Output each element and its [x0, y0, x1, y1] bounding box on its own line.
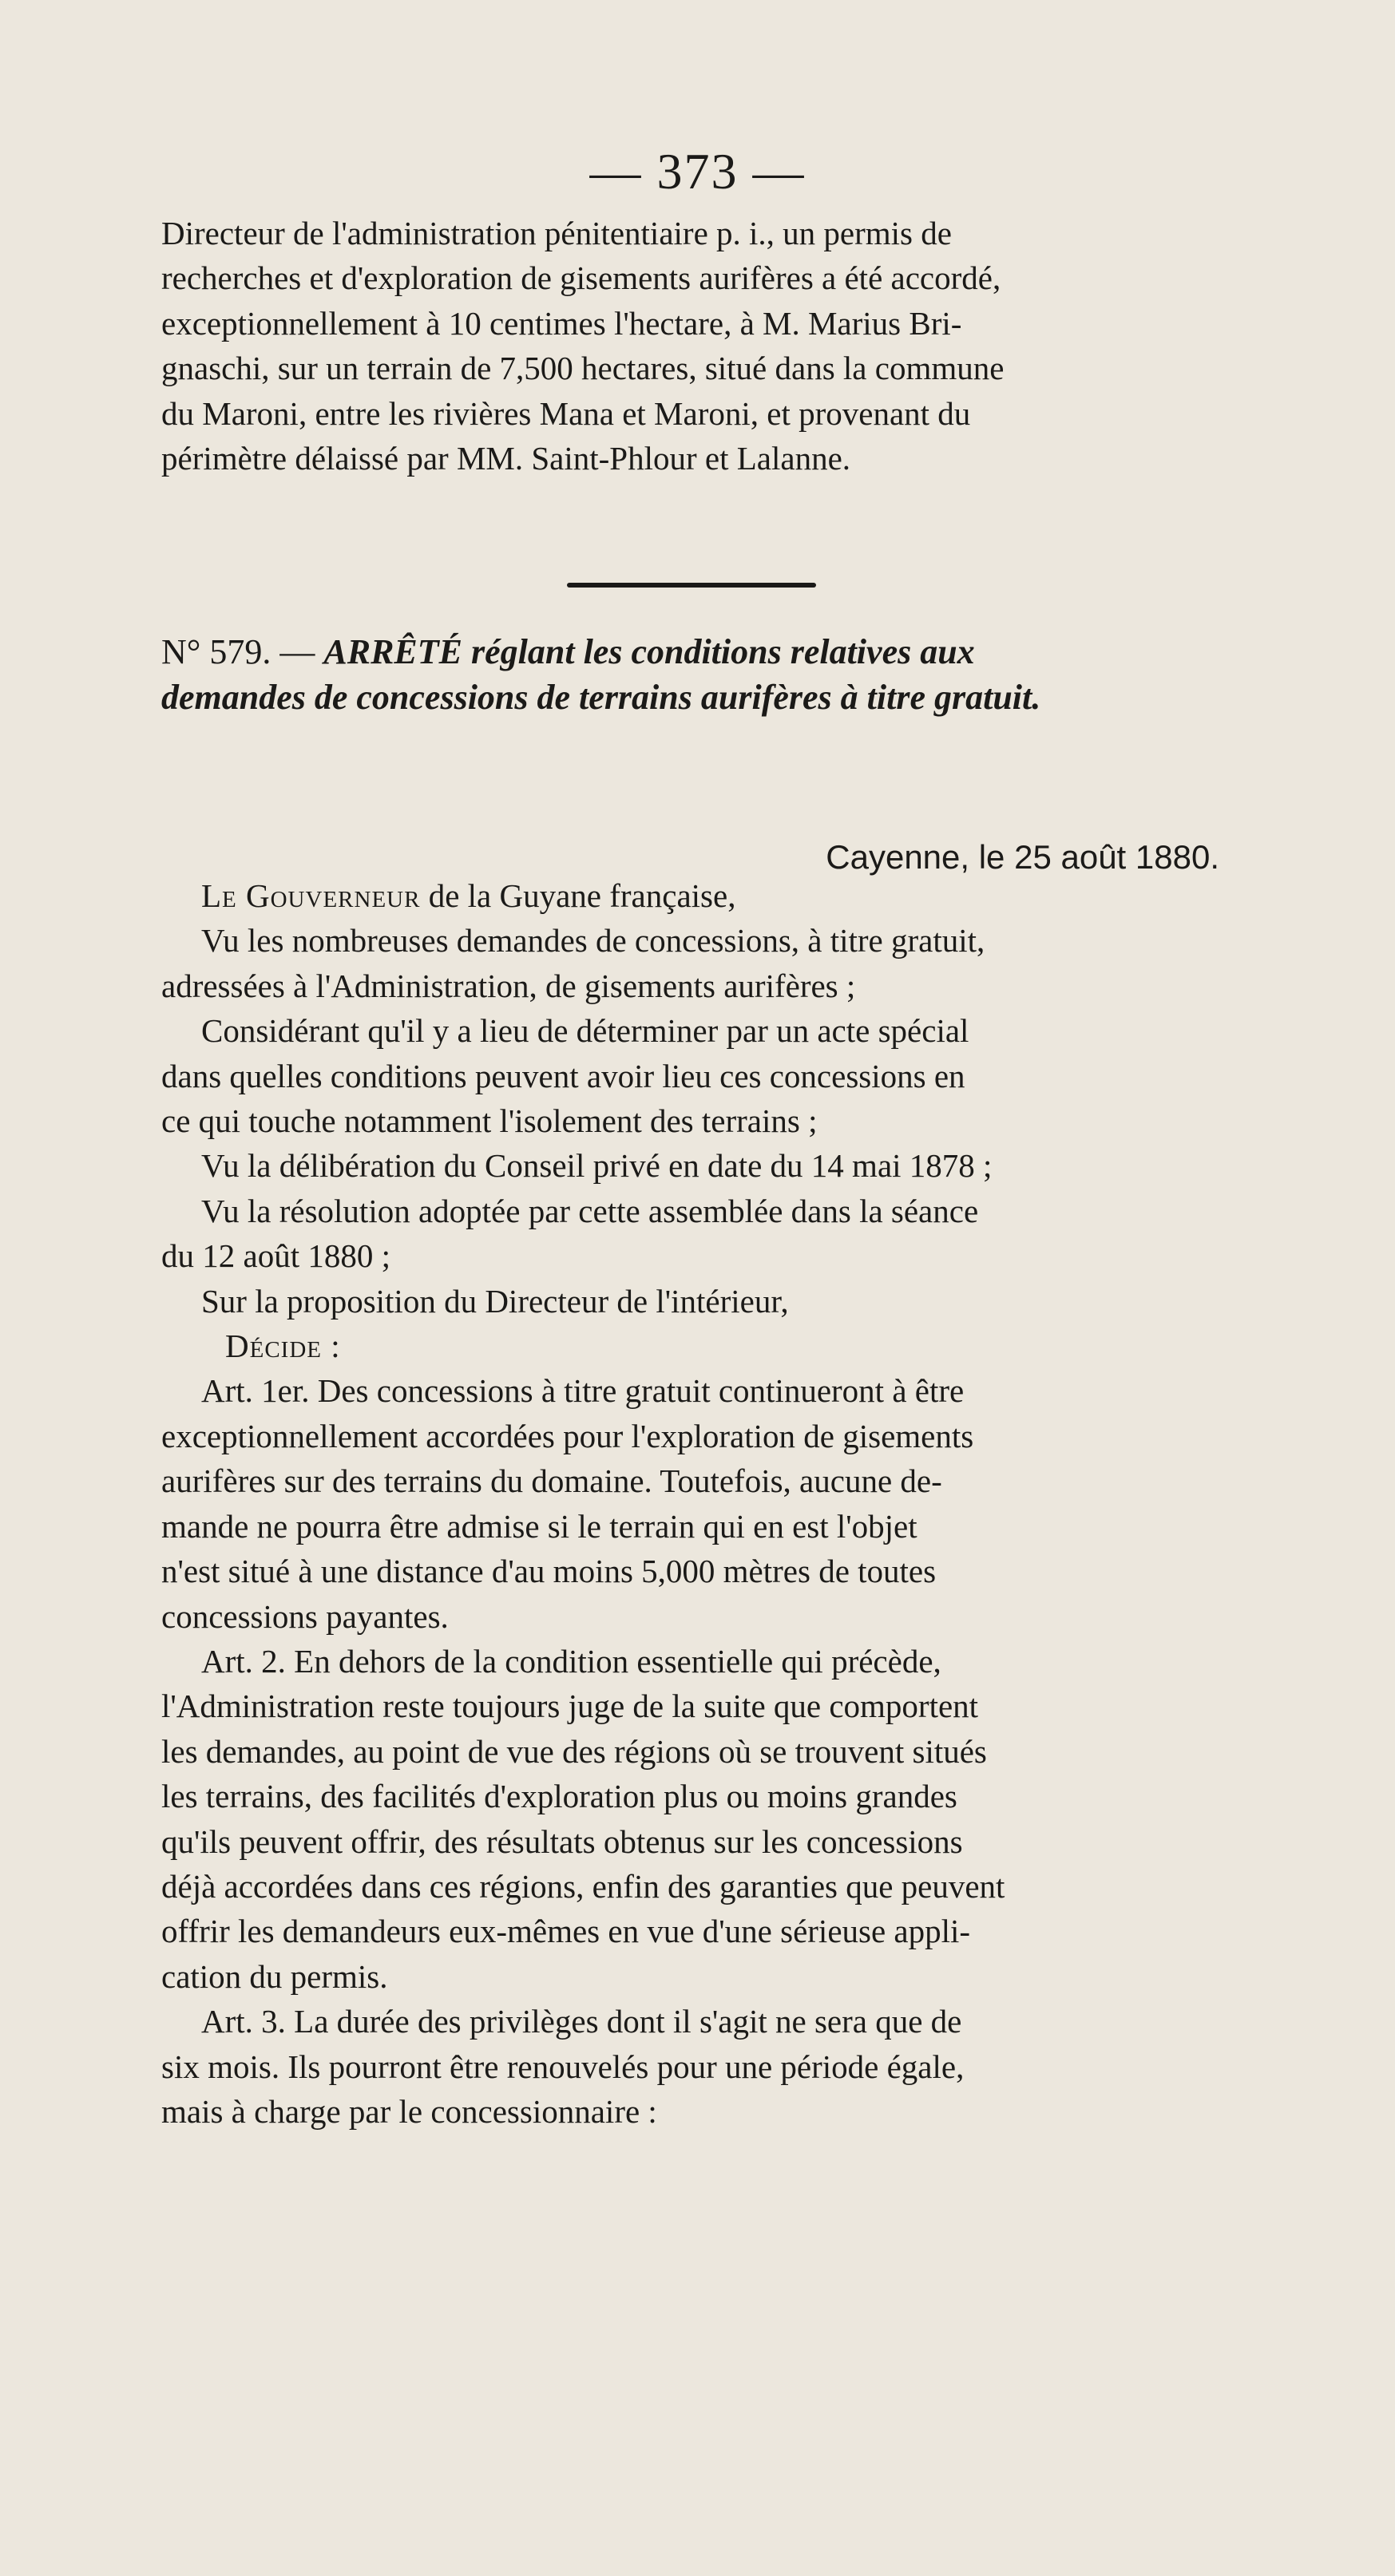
decree-heading [161, 629, 1215, 720]
article-line: Art. 3. La durée des privilèges dont il s'agit ne sera que de [201, 2003, 962, 2040]
text-line: dans quelles conditions peuvent avoir lieu ces concessions en [161, 1057, 965, 1094]
text-line: Vu la résolution adoptée par cette assemblée dans la séance [201, 1192, 979, 1229]
governor-rest: de la Guyane française, [420, 877, 736, 914]
article-line: mais à charge par le concessionnaire : [161, 2092, 657, 2130]
decide-heading: Décide : [225, 1328, 341, 1365]
text-line: Considérant qu'il y a lieu de déterminer par un acte spécial [201, 1012, 969, 1050]
article-line: cation du permis. [161, 1957, 388, 1995]
article-line: l'Administration reste toujours juge de la suite que comportent [161, 1688, 979, 1725]
article-line: Art. 2. En dehors de la condition essentielle qui précède, [201, 1642, 941, 1680]
article-line: n'est situé à une distance d'au moins 5,000 mètres de toutes [161, 1553, 937, 1590]
article-line: les terrains, des facilités d'exploration plus ou moins grandes [161, 1778, 957, 1815]
text-line: périmètre délaissé par MM. Saint-Phlour et Lalanne. [161, 440, 851, 477]
article-line: déjà accordées dans ces régions, enfin des garanties que peuvent [161, 1867, 1005, 1905]
text-line: exceptionnellement à 10 centimes l'hectare, à M. Marius Bri- [161, 304, 962, 342]
article-line: aurifères sur des terrains du domaine. Toutefois, aucune de- [161, 1462, 942, 1500]
decree-title-line-1: ARRÊTÉ réglant les conditions relatives aux [323, 632, 975, 671]
article-line: mande ne pourra être admise si le terrain qui en est l'objet [161, 1507, 917, 1545]
article-line: qu'ils peuvent offrir, des résultats obtenus sur les concessions [161, 1822, 963, 1860]
article-line: exceptionnellement accordées pour l'exploration de gisements [161, 1417, 974, 1454]
section-divider [567, 583, 816, 588]
article-line: six mois. Ils pourront être renouvelés pour une période égale, [161, 2048, 965, 2085]
article-line: les demandes, au point de vue des régions où se trouvent situés [161, 1732, 987, 1770]
article-line: offrir les demandeurs eux-mêmes en vue d'une sérieuse appli- [161, 1913, 971, 1950]
text-line: gnaschi, sur un terrain de 7,500 hectares, situé dans la commune [161, 350, 1005, 387]
text-line: Vu la délibération du Conseil privé en date du 14 mai 1878 ; [201, 1147, 993, 1185]
text-line: du Maroni, entre les rivières Mana et Maroni, et provenant du [161, 394, 971, 432]
text-line: Directeur de l'administration pénitentiaire p. i., un permis de [161, 215, 952, 251]
article-line: Art. 1er. Des concessions à titre gratuit continueront à être [201, 1372, 965, 1410]
page-number: — 373 — [589, 143, 806, 200]
text-line: adressées à l'Administration, de gisements aurifères ; [161, 967, 856, 1004]
decree-number: N° 579. — [161, 632, 315, 671]
text-line: recherches et d'exploration de gisements aurifères a été accordé, [161, 259, 1001, 297]
governor-title: Le Gouverneur [201, 877, 421, 914]
article-line: concessions payantes. [161, 1597, 449, 1635]
place-and-date: Cayenne, le 25 août 1880. [826, 838, 1219, 876]
text-line: Sur la proposition du Directeur de l'intérieur, [201, 1282, 789, 1320]
text-line: Vu les nombreuses demandes de concessions, à titre gratuit, [201, 922, 985, 960]
decree-body [161, 873, 1215, 2134]
decree-title-line-2: demandes de concessions de terrains aurifères à titre gratuit. [161, 678, 1041, 717]
governor-line [161, 873, 1215, 918]
intro-paragraph [161, 211, 1215, 481]
text-line: du 12 août 1880 ; [161, 1237, 390, 1275]
text-line: ce qui touche notamment l'isolement des terrains ; [161, 1102, 818, 1140]
